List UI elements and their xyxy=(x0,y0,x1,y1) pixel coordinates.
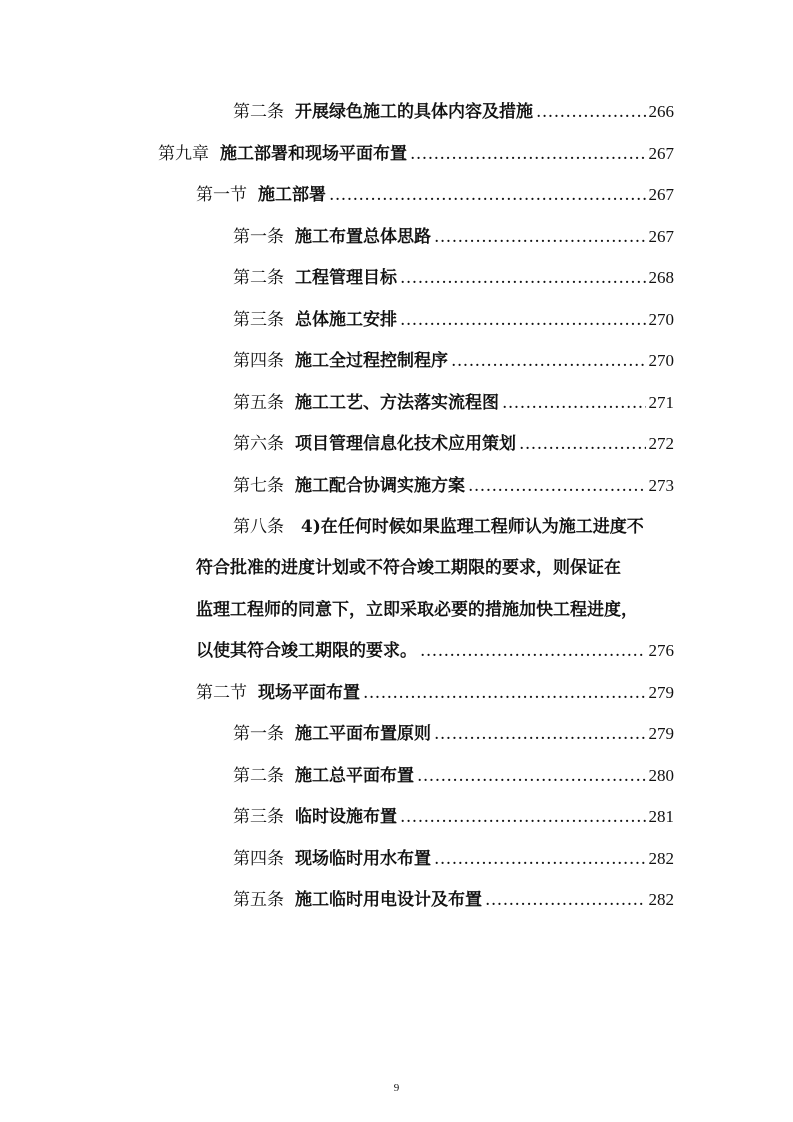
toc-entry-label: 第一条 xyxy=(233,227,284,247)
toc-entry[interactable] xyxy=(233,263,674,289)
toc-entry-title: 施工部署和现场平面布置 xyxy=(220,144,407,164)
toc-entry-label: 第五条 xyxy=(233,393,284,413)
toc-entry-title: 施工配合协调实施方案 xyxy=(295,476,465,496)
toc-entry-page: 268 xyxy=(648,268,674,287)
toc-entry-long-line2: 符合批准的进度计划或不符合竣工期限的要求，则保证在 xyxy=(196,558,621,578)
toc-entry-label: 第三条 xyxy=(233,310,284,330)
toc-entry-page: 282 xyxy=(648,849,674,868)
toc-entry[interactable] xyxy=(233,429,674,455)
toc-entry-page: 267 xyxy=(648,227,674,246)
toc-leader-dots xyxy=(434,724,646,744)
toc-entry-long-line4 xyxy=(196,636,674,662)
toc-entry-title: 施工工艺、方法落实流程图 xyxy=(295,393,499,413)
toc-entry-title: 施工临时用电设计及布置 xyxy=(295,890,482,910)
toc-entry-page: 276 xyxy=(648,641,674,660)
toc-entry-label: 第二条 xyxy=(233,766,284,786)
toc-entry-title: 开展绿色施工的具体内容及措施 xyxy=(295,102,533,122)
toc-entry-title: 临时设施布置 xyxy=(295,807,397,827)
toc-entry-label: 第一条 xyxy=(233,724,284,744)
toc-entry-page: 279 xyxy=(648,724,674,743)
toc-entry-page: 270 xyxy=(648,351,674,370)
toc-entry-page: 267 xyxy=(648,185,674,204)
toc-entry-title: 施工总平面布置 xyxy=(295,766,414,786)
toc-entry-page: 267 xyxy=(648,144,674,163)
toc-entry[interactable] xyxy=(233,388,674,414)
toc-entry-label: 第五条 xyxy=(233,890,284,910)
toc-entry-title: 现场平面布置 xyxy=(258,683,360,703)
toc-entry[interactable] xyxy=(233,761,674,787)
toc-entry-label: 第七条 xyxy=(233,476,284,496)
toc-leader-dots xyxy=(519,434,646,454)
toc-entry[interactable] xyxy=(233,802,674,828)
toc-entry[interactable] xyxy=(233,885,674,911)
toc-entry[interactable] xyxy=(233,305,674,331)
toc-entry-long-line1 xyxy=(233,512,644,538)
toc-entry-page: 279 xyxy=(648,683,674,702)
toc-entry[interactable] xyxy=(196,180,674,206)
toc-entry-title: 现场临时用水布置 xyxy=(295,849,431,869)
toc-entry-label: 第八条 xyxy=(233,517,284,537)
toc-leader-dots xyxy=(536,102,646,122)
toc-entry[interactable] xyxy=(233,719,674,745)
page-number: 9 xyxy=(393,1082,400,1094)
toc-entry[interactable] xyxy=(233,97,674,123)
toc-entry-label: 第二条 xyxy=(233,268,284,288)
toc-leader-dots xyxy=(329,185,646,205)
toc-entry-title: 总体施工安排 xyxy=(295,310,397,330)
toc-entry-page: 270 xyxy=(648,310,674,329)
toc-leader-dots xyxy=(400,310,646,330)
toc-entry-title: 施工平面布置原则 xyxy=(295,724,431,744)
toc-leader-dots xyxy=(451,351,646,371)
toc-leader-dots xyxy=(417,766,646,786)
toc-leader-dots xyxy=(434,849,646,869)
toc-entry[interactable] xyxy=(233,471,674,497)
toc-entry-page: 280 xyxy=(648,766,674,785)
toc-leader-dots xyxy=(400,807,646,827)
toc-leader-dots xyxy=(363,683,646,703)
toc-leader-dots xyxy=(400,268,646,288)
toc-entry-page: 271 xyxy=(648,393,674,412)
toc-entry[interactable] xyxy=(196,678,674,704)
toc-leader-dots xyxy=(502,393,646,413)
toc-entry-title: 工程管理目标 xyxy=(295,268,397,288)
toc-entry-label: 第二条 xyxy=(233,102,284,122)
toc-entry-page: 266 xyxy=(648,102,674,121)
toc-entry-label: 第二节 xyxy=(196,683,247,703)
toc-entry-title-part: 以使其符合竣工期限的要求。 xyxy=(196,641,417,661)
toc-entry-title: 施工全过程控制程序 xyxy=(295,351,448,371)
toc-entry[interactable] xyxy=(233,222,674,248)
toc-leader-dots xyxy=(420,641,646,661)
toc-leader-dots xyxy=(410,144,646,164)
toc-entry-label: 第一节 xyxy=(196,185,247,205)
toc-entry-title: 施工布置总体思路 xyxy=(295,227,431,247)
toc-entry-page: 273 xyxy=(648,476,674,495)
toc-entry-page: 281 xyxy=(648,807,674,826)
toc-leader-dots xyxy=(485,890,646,910)
toc-entry-label: 第四条 xyxy=(233,849,284,869)
toc-entry-label: 第九章 xyxy=(158,144,209,164)
toc-entry-label: 第四条 xyxy=(233,351,284,371)
toc-entry-label: 第三条 xyxy=(233,807,284,827)
toc-entry-page: 272 xyxy=(648,434,674,453)
toc-entry-long-line3: 监理工程师的同意下，立即采取必要的措施加快工程进度， xyxy=(196,600,638,620)
toc-entry[interactable] xyxy=(158,139,674,165)
toc-entry-label: 第六条 xyxy=(233,434,284,454)
toc-entry-title: 施工部署 xyxy=(258,185,326,205)
toc-entry-title: 项目管理信息化技术应用策划 xyxy=(295,434,516,454)
toc-entry-title-part: 4)在任何时候如果监理工程师认为施工进度不 xyxy=(300,517,644,537)
toc-leader-dots xyxy=(434,227,646,247)
toc-entry[interactable] xyxy=(233,346,674,372)
toc-entry-page: 282 xyxy=(648,890,674,909)
toc-leader-dots xyxy=(468,476,646,496)
toc-entry[interactable] xyxy=(233,844,674,870)
